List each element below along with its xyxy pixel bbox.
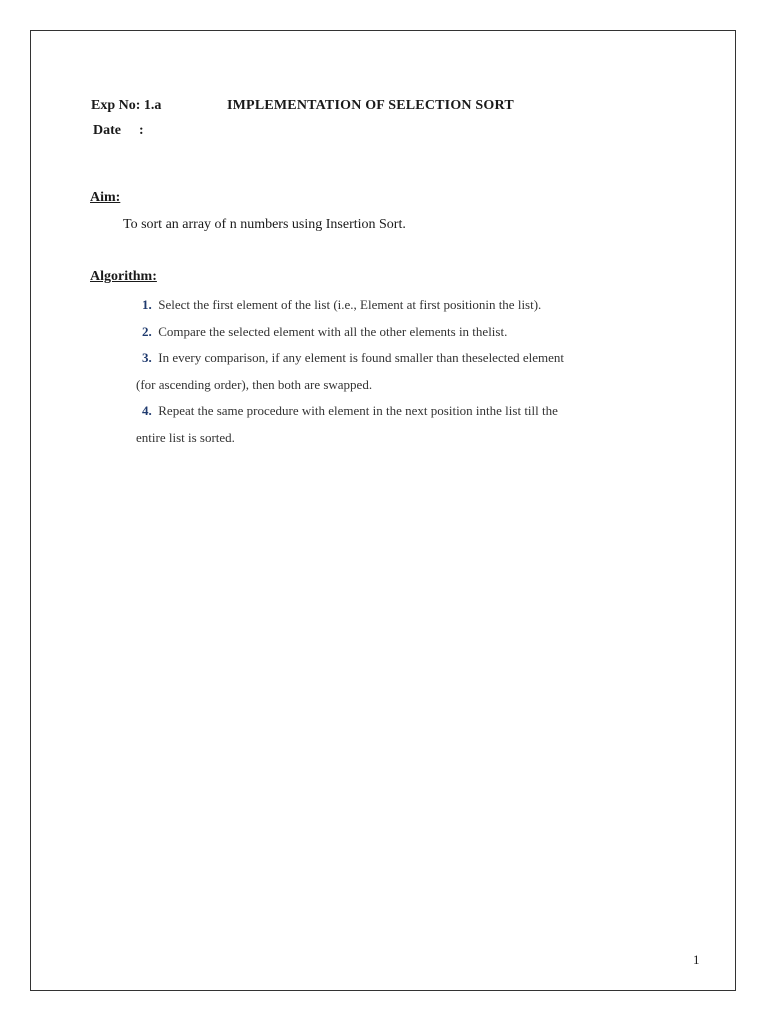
algorithm-step-1	[142, 297, 541, 313]
step-number: 2.	[142, 324, 152, 339]
aim-text: To sort an array of n numbers using Insertion Sort.	[123, 217, 406, 232]
step-number: 4.	[142, 403, 152, 418]
step-text: Select the first element of the list (i.e., Element at first positionin the list).	[158, 297, 542, 312]
algorithm-step-4-continuation: entire list is sorted.	[136, 430, 235, 445]
step-number: 3.	[142, 350, 152, 365]
step-text: In every comparison, if any element is found smaller than theselected element	[158, 350, 564, 365]
page-number: 1	[693, 952, 700, 967]
algorithm-step-4	[142, 403, 558, 419]
document-title: IMPLEMENTATION OF SELECTION SORT	[227, 98, 514, 113]
experiment-number: Exp No: 1.a	[91, 98, 162, 113]
step-text: Repeat the same procedure with element in the next position inthe list till the	[158, 403, 558, 418]
page-border	[30, 30, 736, 991]
date-label: Date	[93, 123, 121, 138]
algorithm-step-2	[142, 324, 507, 340]
algorithm-heading: Algorithm:	[90, 269, 157, 284]
algorithm-step-3-continuation: (for ascending order), then both are swapped.	[136, 377, 373, 392]
algorithm-step-3	[142, 350, 564, 366]
date-colon: :	[139, 123, 144, 138]
aim-heading: Aim:	[90, 190, 121, 205]
step-text: Compare the selected element with all the other elements in thelist.	[158, 324, 508, 339]
step-number: 1.	[142, 297, 152, 312]
